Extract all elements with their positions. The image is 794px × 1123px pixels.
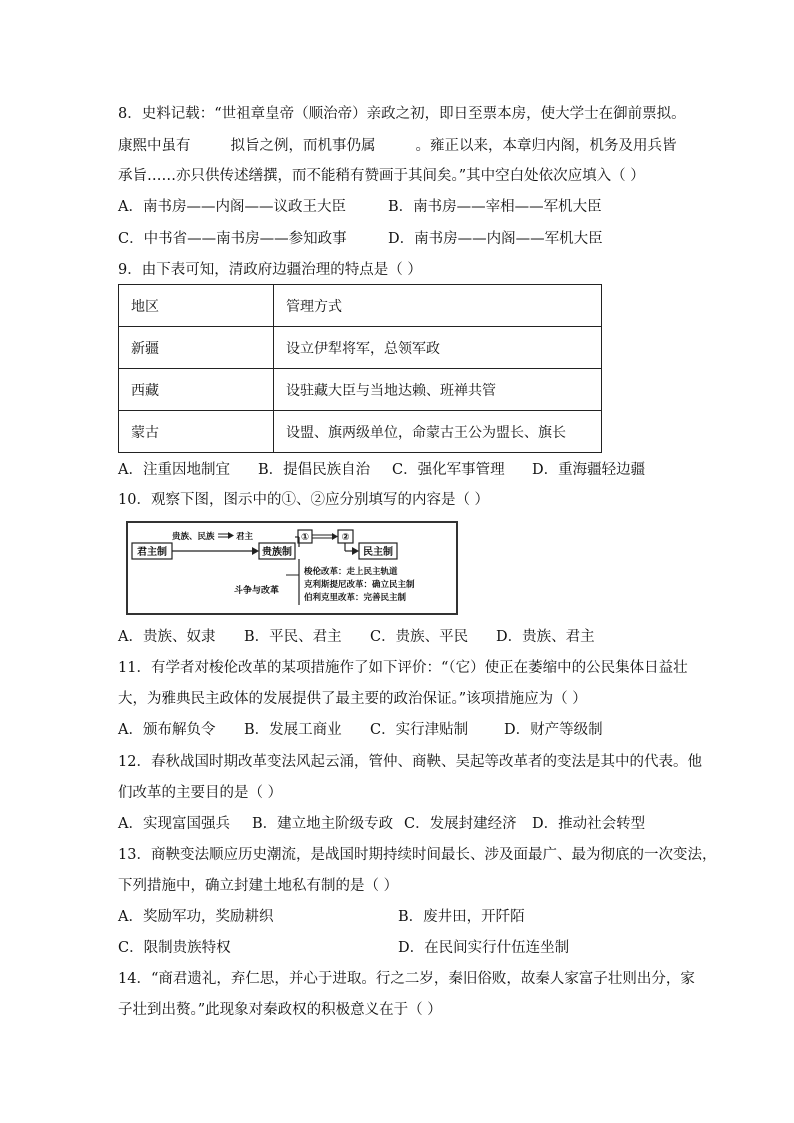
table-row: [119, 411, 602, 453]
diagram-box-democracy-label: 民主制: [363, 547, 393, 558]
diagram-side-label: 斗争与改革: [234, 586, 280, 596]
q11-option-b: B．发展工商业: [244, 722, 342, 738]
q8-line2-part2: 拟旨之例，而机事仍属: [230, 138, 376, 154]
table-cell: 西藏: [119, 369, 274, 411]
q11-line2: 大，为雅典民主政体的发展提供了最主要的政治保证。”该项措施应为（ ）: [118, 691, 587, 707]
q13-option-c: C．限制贵族特权: [118, 940, 231, 956]
q9-table: [118, 284, 602, 453]
table-header-row: [119, 285, 602, 327]
diagram-arrow-3-head: [332, 533, 338, 540]
q8-line2-part3: 。雍正以来，本章归内阁，机务及用兵皆: [415, 138, 677, 154]
table-cell: 蒙古: [119, 411, 274, 453]
q8-line1: 8．史料记载：“世祖章皇帝（顺治帝）亲政之初，即日至票本房，使大学士在御前票拟。: [118, 106, 686, 122]
diagram-box-aristocracy-label: 贵族制: [262, 547, 292, 558]
q13-line2: 下列措施中，确立封建土地私有制的是（ ）: [118, 878, 399, 894]
diagram-box-monarchy-label: 君主制: [137, 547, 167, 558]
q11-option-d: D．财产等级制: [504, 722, 603, 738]
table-row: [119, 327, 602, 369]
q9-stem: 9．由下表可知，清政府边疆治理的特点是（ ）: [118, 262, 422, 278]
diagram-slot-2-label: ②: [341, 532, 350, 543]
table-cell: 新疆: [119, 327, 274, 369]
q9-option-b: B．提倡民族自治: [258, 462, 371, 478]
table-header-cell: 地区: [119, 285, 274, 327]
q11-line1: 11．有学者对梭伦改革的某项措施作了如下评价：“（它）使正在萎缩中的公民集体日益壮: [118, 660, 688, 676]
q14-line2: 子壮到出赘。”此现象对秦政权的积极意义在于（ ）: [118, 1002, 442, 1018]
diagram-double-arrow-head: [228, 532, 234, 539]
q14-line1: 14．“商君遗礼，弃仁思，并心于进取。行之二岁，秦旧俗败，故秦人家富子壮则出分，家: [118, 971, 695, 987]
q9-option-d: D．重海疆轻边疆: [532, 462, 646, 478]
q13-option-b: B．废井田，开阡陌: [398, 909, 525, 925]
q10-stem: 10．观察下图，图示中的①、②应分别填写的内容是（ ）: [118, 492, 490, 508]
table-cell: 设驻藏大臣与当地达赖、班禅共管: [274, 369, 602, 411]
q12-option-a: A．实现富国强兵: [118, 816, 230, 832]
q10-option-d: D．贵族、君主: [496, 629, 595, 645]
table-cell: 设立伊犁将军，总领军政: [274, 327, 602, 369]
diagram-reform-3: 伯利克里改革：完善民主制: [304, 593, 407, 603]
q8-line2: [118, 136, 677, 156]
q10-option-b: B．平民、君主: [244, 629, 342, 645]
q8-option-c: C．中书省——南书房——参知政事: [118, 231, 347, 247]
table-cell: 设盟、旗两级单位，命蒙古王公为盟长、旗长: [274, 411, 602, 453]
q8-option-a: A．南书房——内阁——议政王大臣: [118, 199, 346, 215]
q11-option-a: A．颁布解负令: [118, 722, 216, 738]
q8-line2-part1: 康熙中虽有: [118, 138, 191, 154]
q12-option-c: C．发展封建经济: [404, 816, 517, 832]
q9-option-a: A．注重因地制宜: [118, 462, 230, 478]
diagram-arrow-4-head: [352, 547, 359, 555]
q13-line1: 13．商鞅变法顺应历史潮流，是战国时期持续时间最长、涉及面最广、最为彻底的一次变法，: [118, 847, 717, 863]
diagram-reform-1: 梭伦改革：走上民主轨道: [304, 567, 398, 577]
q12-option-b: B．建立地主阶级专政: [252, 816, 394, 832]
q8-option-b: B．南书房——宰相——军机大臣: [388, 199, 602, 215]
q13-option-d: D．在民间实行什伍连坐制: [398, 940, 570, 956]
q13-option-a: A．奖励军功，奖励耕织: [118, 909, 274, 925]
q12-line2: 们改革的主要目的是（ ）: [118, 785, 283, 801]
diagram-arrow-label-2: 君主: [236, 532, 254, 542]
q8-option-d: D．南书房——内阁——军机大臣: [388, 231, 603, 247]
diagram-reform-2: 克利斯提尼改革：确立民主制: [304, 580, 415, 590]
diagram-arrow-1-head: [252, 547, 259, 555]
diagram-slot-1-label: ①: [300, 532, 310, 543]
diagram-arrow-label-1: 贵族、民族: [172, 532, 215, 542]
q11-option-c: C．实行津贴制: [370, 722, 469, 738]
q10-option-c: C．贵族、平民: [370, 629, 469, 645]
table-row: [119, 369, 602, 411]
q12-line1: 12．春秋战国时期改革变法风起云涌，管仲、商鞅、吴起等改革者的变法是其中的代表。他: [118, 754, 702, 770]
q10-option-a: A．贵族、奴隶: [118, 629, 216, 645]
table-header-cell: 管理方式: [274, 285, 602, 327]
q12-option-d: D．推动社会转型: [532, 816, 646, 832]
q9-option-c: C．强化军事管理: [392, 462, 505, 478]
q10-diagram: [126, 521, 458, 615]
q8-line3: 承旨……亦只供传述缮撰，而不能稍有赞画于其间矣。”其中空白处依次应填入（ ）: [118, 168, 645, 184]
